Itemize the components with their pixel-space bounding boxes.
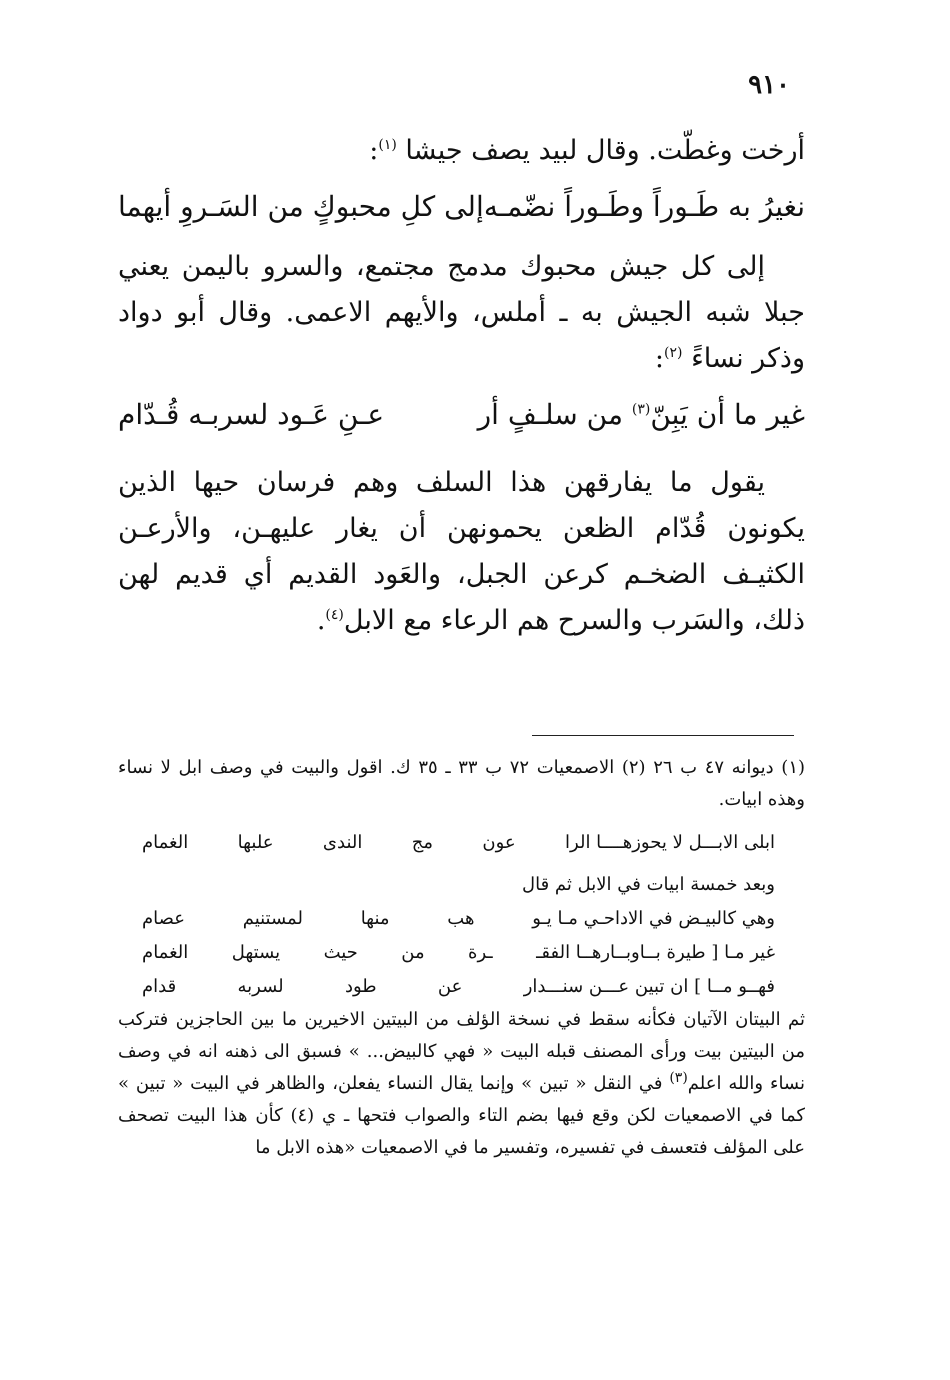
paragraph-1-colon: : bbox=[654, 343, 665, 374]
fverse-1-word: علبها bbox=[237, 832, 274, 853]
fverse-3-word: الغمام bbox=[142, 942, 189, 963]
intro-line bbox=[118, 128, 805, 174]
fverse-4-word: عن bbox=[437, 976, 463, 997]
intro-colon: : bbox=[369, 135, 379, 166]
footnote-verse-2 bbox=[118, 902, 805, 936]
page-number: ٩١٠ bbox=[748, 70, 790, 100]
verse-labid-hemistich-2: إلى كلِ محبوكٍ من السَـروِ أيهما bbox=[118, 190, 484, 223]
verse-labid-hemistich-1: نغيرُ به طَـوراً وطَـوراً نضّمـه bbox=[483, 190, 805, 223]
fverse-1-word: ابلى الابـــل لا يحوزهــــا الرا bbox=[565, 832, 775, 853]
fverse-4-word: لسربه bbox=[237, 976, 284, 997]
footnote-ref-4: (٤) bbox=[325, 607, 344, 623]
fverse-2-word: هب bbox=[447, 908, 475, 929]
fverse-3-word: غير مـا [ طيرة بــاوبــارهــا الفقـ bbox=[536, 942, 775, 963]
fverse-2-word: عصام bbox=[142, 908, 185, 929]
fverse-4-word: طود bbox=[344, 976, 377, 997]
footnote-verse-1 bbox=[118, 826, 805, 860]
footnote-tail-part-b: في النقل « تبين » وإنما يقال النساء يفعلن، والظاهر في البيت « تبين » كما في الاصمعيات لكن وقع فيها بضم التاء والصواب فتحها ـ ي (٤) كأن هذا البيت تصحف على المؤلف فتعسف في تفسيره، وتفسير ما في الاصمعيات «هذه الابل ما bbox=[118, 1073, 805, 1158]
fverse-1-word: الندى bbox=[322, 832, 363, 853]
footnote-ref-2: (٢) bbox=[664, 345, 683, 361]
fverse-3-word: ـرة bbox=[468, 942, 493, 963]
verse-labid bbox=[118, 184, 805, 230]
paragraph-1-text: إلى كل جيش محبوك مدمج مجتمع، والسرو باليمن يعني جبلا شبه الجيش به ـ أملس، والأيهم الاعمى. وقال أبو دواد وذكر نساءً bbox=[118, 251, 805, 374]
footnote-verse-3 bbox=[118, 936, 805, 970]
footnote-inner-ref-3: (٣) bbox=[669, 1070, 688, 1086]
main-text bbox=[118, 128, 805, 644]
footnote-divider bbox=[532, 735, 794, 736]
fverse-1-word: مج bbox=[411, 832, 434, 853]
footnotes-section bbox=[118, 752, 805, 1164]
intro-text: أرخت وغطّت. وقال لبيد يصف جيشا bbox=[396, 135, 805, 166]
fverse-3-word: حيث bbox=[323, 942, 358, 963]
fverse-2-word: منها bbox=[360, 908, 390, 929]
paragraph-2-period: . bbox=[316, 605, 326, 636]
paragraph-commentary-2 bbox=[118, 460, 805, 644]
fverse-4-word: قدام bbox=[142, 976, 177, 997]
footnote-ref-3: (٣) bbox=[631, 401, 651, 418]
fverse-1-word: الغمام bbox=[142, 832, 189, 853]
fverse-2-word: وهي كالبيـض في الاداحـي مـا يـو bbox=[532, 908, 775, 929]
paragraph-commentary-1 bbox=[118, 244, 805, 382]
fverse-3-word: من bbox=[401, 942, 425, 963]
verse-abu-dawad-hemistich-2: عـنِ عَـود لسربـه قُـدّام bbox=[118, 398, 385, 431]
footnote-plain-line: وبعد خمسة ابيات في الابل ثم قال bbox=[522, 874, 775, 895]
fverse-3-word: يستهل bbox=[231, 942, 281, 963]
footnote-tail-part-a: ثم البيتان الآتيان فكأنه سقط في نسخة الؤلف من البيتين الاخيرين ما بين الحاجزين فتركب من البيتين بيت ورأى المصنف قبله البيت « فهي كالبيض... » فسبق الى ذهنه انه في وصف نساء والله اعلم bbox=[118, 1009, 806, 1094]
footnote-continuation bbox=[118, 1004, 805, 1164]
verse-abu-dawad-hemistich-1 bbox=[478, 392, 805, 438]
footnote-1: (١) ديوانه ٤٧ ب ٢٦ (٢) الاصمعيات ٧٢ ب ٣٣ ـ ٣٥ ك. اقول والبيت في وصف ابل لا نساء وهذه ابيات. bbox=[118, 757, 806, 810]
paragraph-2-text: يقول ما يفارقهن هذا السلف وهم فرسان حيها الذين يكونون قُدّام الظعن يحمونهن أن يغار عليهـن، والأرعـن الكثيـف الضخـم كرعن الجبل، والعَود القديم أي قديم لهن ذلك، والسَرب والسرح هم الرعاء مع الابل bbox=[118, 467, 805, 636]
verse-2-part-a: غير ما أن يَبِنّ bbox=[650, 398, 805, 431]
footnote-verse-4 bbox=[118, 970, 805, 1004]
verse-abu-dawad bbox=[118, 392, 805, 438]
verse-2-part-b: من سلـفٍ أر bbox=[477, 398, 632, 431]
fverse-4-word: فهــو مــا ] ان تبين عـــن سنـــدار bbox=[523, 976, 775, 997]
fverse-2-word: لمستنيم bbox=[242, 908, 303, 929]
fverse-1-word: عون bbox=[482, 832, 516, 853]
footnote-ref-1: (١) bbox=[378, 137, 397, 153]
